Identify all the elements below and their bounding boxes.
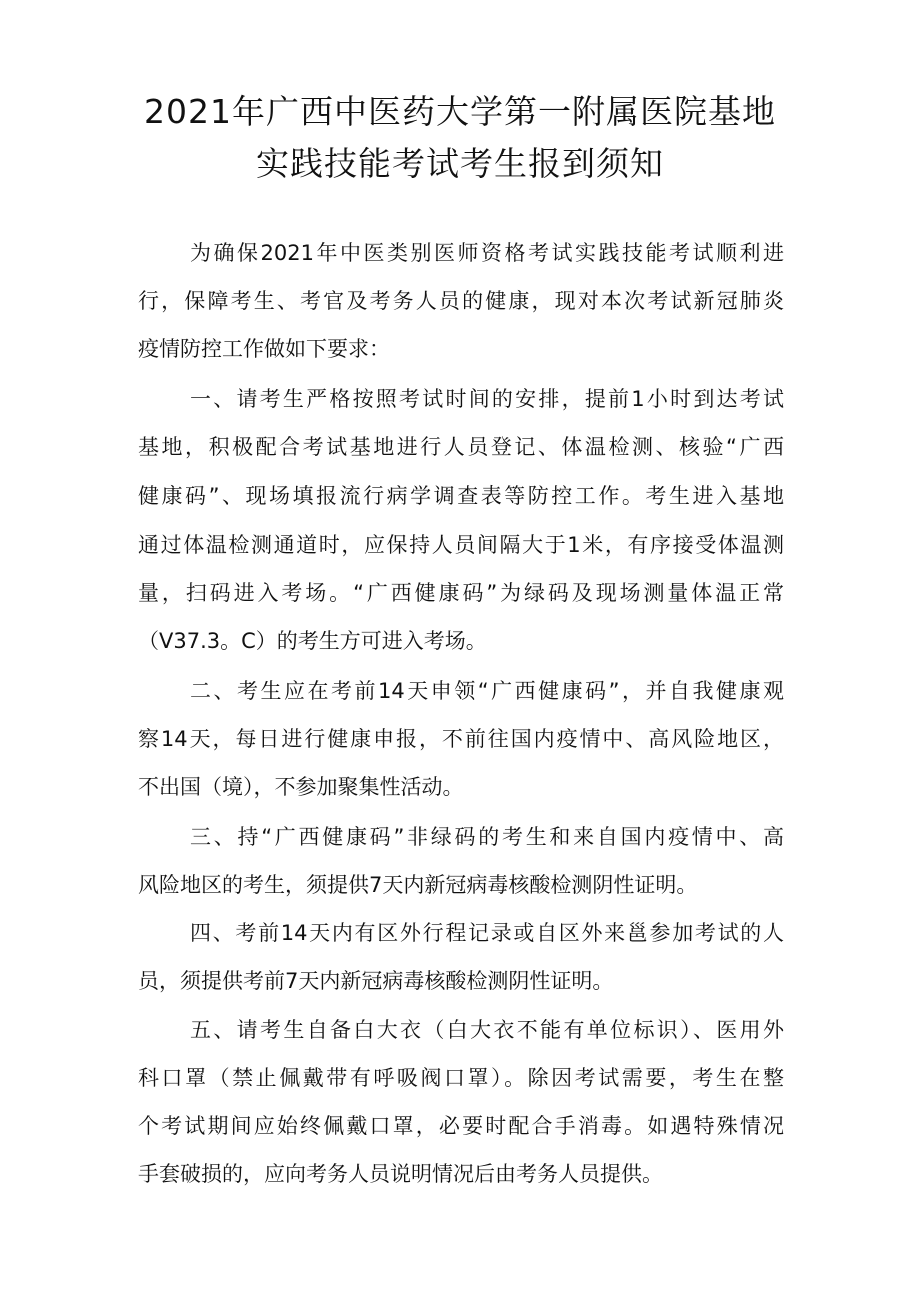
paragraph-line: 察14天，每日进行健康申报，不前往国内疫情中、高风险地区，: [138, 727, 784, 751]
paragraph-line: 科口罩（禁止佩戴带有呼吸阀口罩）。除因考试需要，考生在整: [138, 1066, 784, 1090]
paragraph-line: 疫情防控工作做如下要求：: [138, 337, 390, 361]
paragraph-line: 通过体温检测通道时，应保持人员间隔大于1米，有序接受体温测: [138, 533, 784, 557]
paragraph-line: 不出国（境），不参加聚集性活动。: [138, 775, 464, 799]
paragraph-line: 基地，积极配合考试基地进行人员登记、体温检测、核验“广西: [138, 435, 784, 459]
document-title-line1: 2021年广西中医药大学第一附属医院基地: [144, 92, 776, 131]
paragraph-line: 四、考前14天内有区外行程记录或自区外来邕参加考试的人: [190, 921, 784, 945]
paragraph-line: 健康码”、现场填报流行病学调查表等防控工作。考生进入基地: [138, 484, 784, 508]
paragraph-line: 风险地区的考生，须提供7天内新冠病毒核酸检测阴性证明。: [138, 873, 698, 897]
paragraph-line: 为确保2021年中医类别医师资格考试实践技能考试顺利进: [190, 241, 784, 265]
paragraph-line: 行，保障考生、考官及考务人员的健康，现对本次考试新冠肺炎: [138, 289, 784, 313]
paragraph-line: 个考试期间应始终佩戴口罩，必要时配合手消毒。如遇特殊情况: [138, 1114, 784, 1138]
paragraph-line: 三、持“广西健康码”非绿码的考生和来自国内疫情中、高: [190, 825, 784, 849]
paragraph-line: （V37.3。C）的考生方可进入考场。: [138, 629, 487, 653]
paragraph-line: 五、请考生自备白大衣（白大衣不能有单位标识）、医用外: [190, 1018, 784, 1042]
paragraph-line: 二、考生应在考前14天申领“广西健康码”，并自我健康观: [190, 679, 784, 703]
paragraph-line: 一、请考生严格按照考试时间的安排，提前1小时到达考试: [190, 387, 784, 411]
paragraph-line: 员，须提供考前7天内新冠病毒核酸检测阴性证明。: [138, 969, 614, 993]
paragraph-line: 量，扫码进入考场。“广西健康码”为绿码及现场测量体温正常: [138, 581, 784, 605]
paragraph-line: 手套破损的，应向考务人员说明情况后由考务人员提供。: [138, 1162, 663, 1186]
document-title-line2: 实践技能考试考生报到须知: [256, 144, 664, 183]
